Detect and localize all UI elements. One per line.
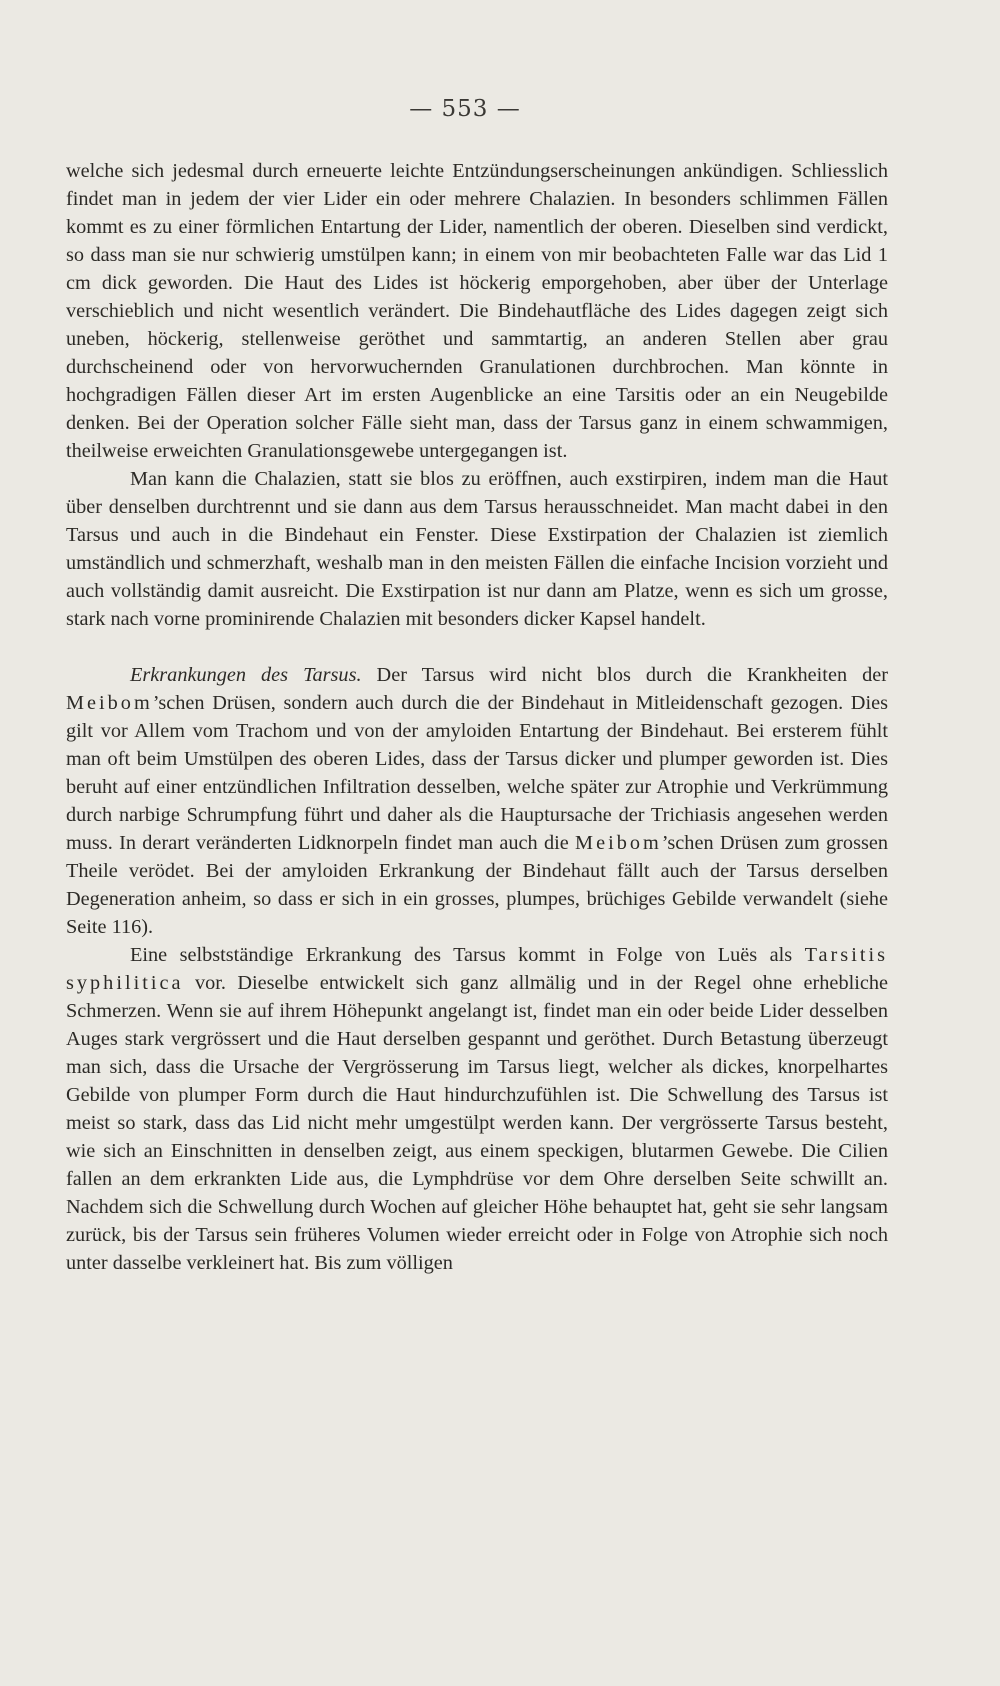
- paragraph-1-text: welche sich jedesmal durch erneuerte leichte Entzündungserscheinungen ankündigen. Schliesslich findet man in jedem der vier Lider ein oder mehrere Chalazien. In besonders schlimmen Fällen kommt es zu einer förmlichen Entartung der Lider, namentlich der oberen. Dieselben sind verdickt, so dass man sie nur schwierig umstülpen kann; in einem von mir beobachteten Falle war das Lid 1 cm dick geworden. Die Haut des Lides ist höckerig emporgehoben, aber über der Unterlage verschieblich und nicht wesentlich verändert. Die Bindehautfläche des Lides dagegen zeigt sich uneben, höckerig, stellenweise geröthet und sammtartig, an anderen Stellen aber grau durchscheinend oder von hervorwuchernden Granulationen durchbrochen. Man könnte in hochgradigen Fällen dieser Art im ersten Augenblicke an eine Tarsitis oder an ein Neugebilde denken. Bei der Operation solcher Fälle sieht man, dass der Tarsus ganz in einem schwammigen, theilweise erweichten Granulationsgewebe untergegangen ist.: [66, 160, 888, 462]
- name-meibom-2: Meibom: [575, 832, 662, 854]
- section-heading-tarsus: Erkrankungen des Tarsus.: [130, 664, 362, 686]
- name-meibom-1: Meibom: [66, 692, 153, 714]
- term-tarsitis-syphilitica: Tarsitis syphilitica: [66, 944, 888, 994]
- paragraph-3: [66, 661, 888, 941]
- paragraph-3-text-c: ’schen Drüsen zum grossen Theile verödet. Bei der amyloiden Erkrankung der Bindehaut fällt auch der Tarsus derselben Degeneration anheim, so dass er sich in ein grosses, plumpes, brüchiges Gebilde verwandelt (siehe Seite 116).: [66, 832, 888, 938]
- paragraph-4: [66, 941, 888, 1277]
- paragraph-4-text-a: Eine selbstständige Erkrankung des Tarsus kommt in Folge von Luës als: [130, 944, 805, 966]
- paragraph-2-text: Man kann die Chalazien, statt sie blos zu eröffnen, auch exstirpiren, indem man die Haut über denselben durchtrennt und sie dann aus dem Tarsus herausschneidet. Man macht dabei in den Tarsus und auch in die Bindehaut ein Fenster. Diese Exstirpation der Chalazien ist ziemlich umständlich und schmerzhaft, weshalb man in den meisten Fällen die einfache Incision vorzieht und auch vollständig damit ausreicht. Die Exstirpation ist nur dann am Platze, wenn es sich um grosse, stark nach vorne prominirende Chalazien mit besonders dicker Kapsel handelt.: [66, 468, 888, 630]
- page-number: — 553 —: [409, 96, 521, 122]
- paragraph-2: [66, 465, 888, 633]
- paragraph-3-text-b: ’schen Drüsen, sondern auch durch die der Bindehaut in Mitleidenschaft gezogen. Dies gilt vor Allem vom Trachom und von der amyloiden Entartung der Bindehaut. Bei ersterem fühlt man oft beim Umstülpen des oberen Lides, dass der Tarsus dicker und plumper geworden ist. Dies beruht auf einer entzündlichen Infiltration desselben, welche später zur Atrophie und Verkrümmung durch narbige Schrumpfung führt und daher als die Hauptursache der Trichiasis angesehen werden muss. In derart veränderten Lidknorpeln findet man auch die: [66, 692, 888, 854]
- paragraph-4-text-b: vor. Dieselbe entwickelt sich ganz allmälig und in der Regel ohne erhebliche Schmerzen. Wenn sie auf ihrem Höhepunkt angelangt ist, findet man ein oder beide Lider desselben Auges stark vergrössert und die Haut derselben gespannt und geröthet. Durch Betastung überzeugt man sich, dass die Ursache der Vergrösserung im Tarsus liegt, welcher als dickes, knorpelhartes Gebilde von plumper Form durch die Haut hindurchzufühlen ist. Die Schwellung des Tarsus ist meist so stark, dass das Lid nicht mehr umgestülpt werden kann. Der vergrösserte Tarsus besteht, wie sich an Einschnitten in denselben zeigt, aus einem speckigen, blutarmen Gewebe. Die Cilien fallen an dem erkrankten Lide aus, die Lymphdrüse vor dem Ohre derselben Seite schwillt an. Nachdem sich die Schwellung durch Wochen auf gleicher Höhe behauptet hat, geht sie sehr langsam zurück, bis der Tarsus sein früheres Volumen wieder erreicht oder in Folge von Atrophie sich noch unter dasselbe verkleinert hat. Bis zum völligen: [66, 972, 888, 1274]
- paragraph-1: [66, 157, 888, 465]
- body-text: [66, 157, 888, 1277]
- paragraph-3-text-a: Der Tarsus wird nicht blos durch die Krankheiten der: [361, 664, 888, 686]
